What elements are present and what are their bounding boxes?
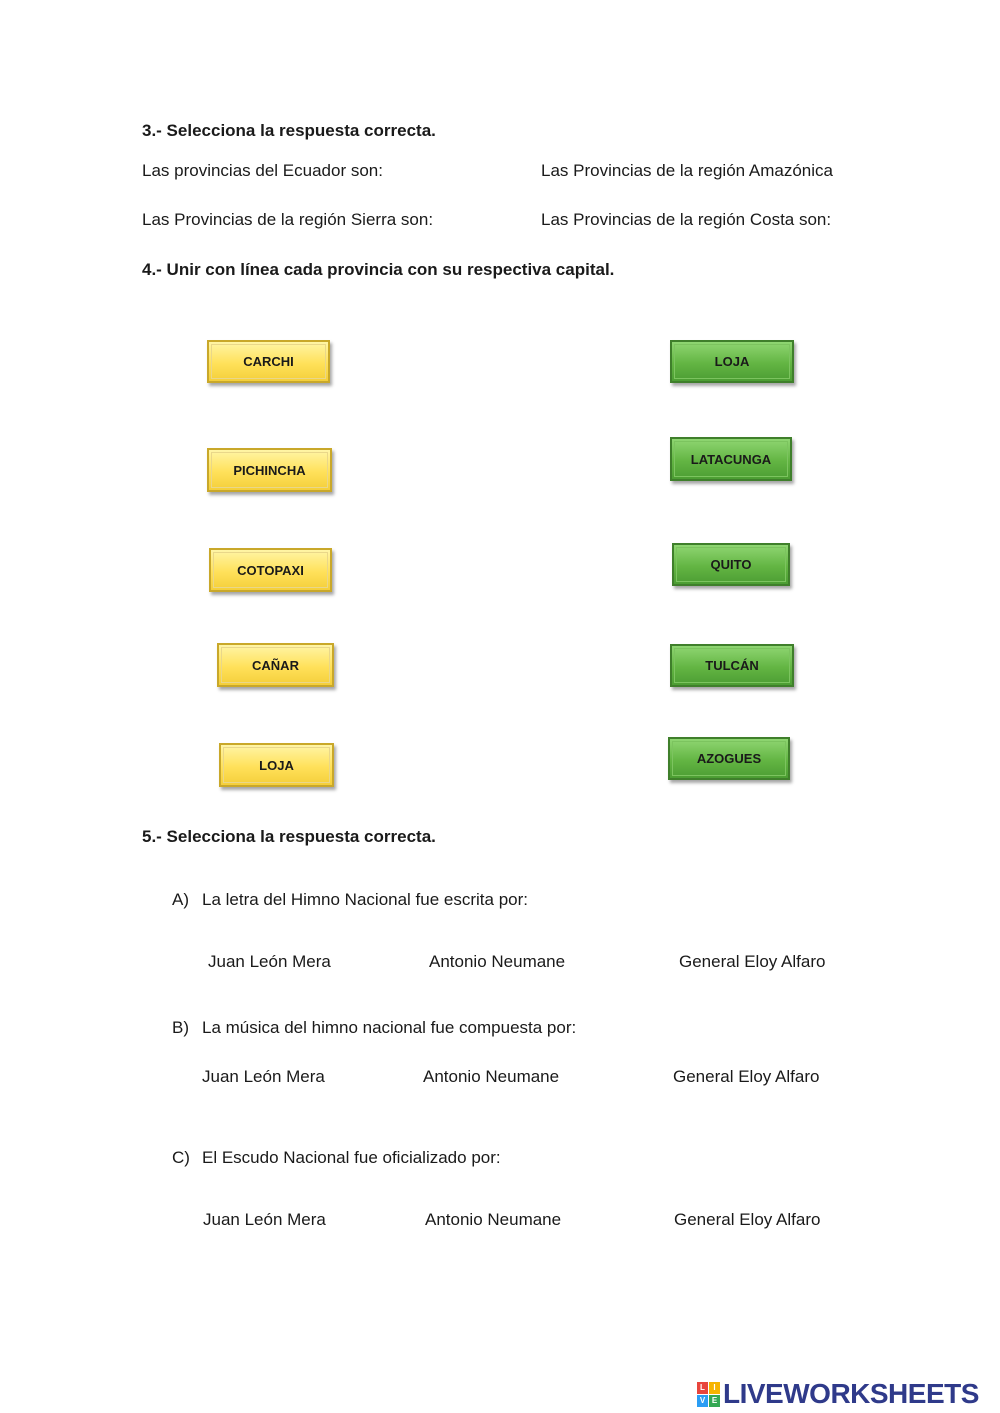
question-b-option-2[interactable]: Antonio Neumane [423,1067,560,1086]
question-a-option-1[interactable]: Juan León Mera [208,952,331,971]
province-tile-pichincha[interactable]: PICHINCHA [207,448,332,492]
prompt-provinces-sierra: Las Provincias de la región Sierra son: [142,210,434,229]
liveworksheets-logo [697,1378,979,1410]
capital-tile-loja[interactable]: LOJA [670,340,794,383]
logo-letter-l: L [697,1382,708,1394]
question-c-text: El Escudo Nacional fue oficializado por: [202,1148,501,1167]
capital-tile-tulcan[interactable]: TULCÁN [670,644,794,687]
logo-letter-i: I [709,1382,720,1394]
prompt-provinces-ecuador: Las provincias del Ecuador son: [142,161,383,180]
question-b-option-1[interactable]: Juan León Mera [202,1067,325,1086]
capital-tile-quito[interactable]: QUITO [672,543,790,586]
question-c-option-2[interactable]: Antonio Neumane [425,1210,562,1229]
logo-text: LIVEWORKSHEETS [723,1378,979,1409]
province-tile-canar[interactable]: CAÑAR [217,643,334,687]
province-tile-cotopaxi[interactable]: COTOPAXI [209,548,332,592]
section-3-title: 3.- Selecciona la respuesta correcta. [142,121,436,140]
logo-letter-v: V [697,1395,708,1407]
prompt-provinces-costa: Las Provincias de la región Costa son: [541,210,832,229]
province-tile-loja[interactable]: LOJA [219,743,334,787]
question-c-option-3[interactable]: General Eloy Alfaro [674,1210,821,1229]
question-a-option-2[interactable]: Antonio Neumane [429,952,566,971]
section-5-title: 5.- Selecciona la respuesta correcta. [142,827,436,846]
question-a-text: La letra del Himno Nacional fue escrita por: [202,890,528,909]
section-4-title: 4.- Unir con línea cada provincia con su respectiva capital. [142,260,615,279]
question-a-label: A) [172,890,189,909]
question-b-option-3[interactable]: General Eloy Alfaro [673,1067,820,1086]
logo-letter-e: E [709,1395,720,1407]
question-a-option-3[interactable]: General Eloy Alfaro [679,952,826,971]
question-c-option-1[interactable]: Juan León Mera [203,1210,326,1229]
question-b-text: La música del himno nacional fue compuesta por: [202,1018,577,1037]
logo-blocks-icon [697,1382,720,1407]
prompt-provinces-amazon: Las Provincias de la región Amazónica [541,161,833,180]
capital-tile-latacunga[interactable]: LATACUNGA [670,437,792,481]
province-tile-carchi[interactable]: CARCHI [207,340,330,383]
capital-tile-azogues[interactable]: AZOGUES [668,737,790,780]
question-c-label: C) [172,1148,190,1167]
question-b-label: B) [172,1018,189,1037]
